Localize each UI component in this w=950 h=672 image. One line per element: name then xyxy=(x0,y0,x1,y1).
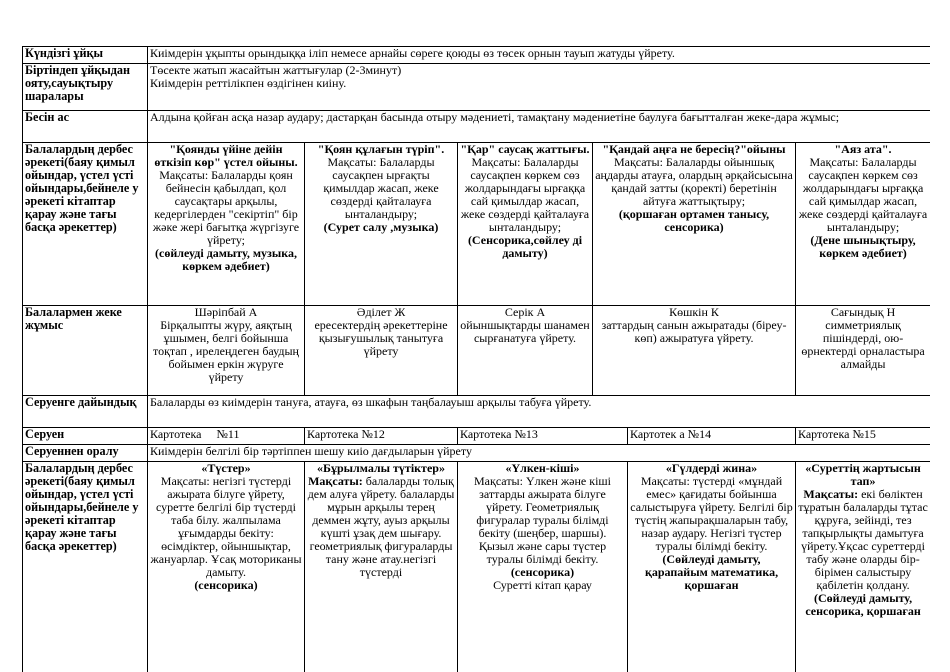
row-independent-activity-1 xyxy=(23,143,931,306)
card-cell: Картотека №12 xyxy=(305,428,458,445)
row-waking xyxy=(23,64,931,111)
activity-area: (Сөйлеуді дамыту, қарапайым математика, қоршаған xyxy=(644,552,779,592)
row-content: Киімдерін белгілі бір тәртіппен шешу киіо дағдыларын үйрету xyxy=(148,445,931,462)
activity-goal: Мақсаты: Балаларды саусақпен ырғақты қимылдар жасап, жеке сөздерді қайталауға ынталандыру; xyxy=(323,155,439,221)
activity-title: «Бұрылмалы түтіктер» xyxy=(317,461,445,475)
activity-title: "Қоян құлағын түріп". xyxy=(317,142,445,156)
schedule-sheet xyxy=(22,46,930,672)
row-content: Балаларды өз киімдерін тануға, атауға, өз шкафын таңбалауыш арқылы табуға үйрету. xyxy=(148,396,931,428)
activity-area: (сенсорика) xyxy=(194,578,258,592)
card-cell: Картотек а №14 xyxy=(628,428,796,445)
goal-lead: Мақсаты: xyxy=(803,487,859,501)
row-walk xyxy=(23,428,931,445)
activity-title: «Түстер» xyxy=(201,461,251,475)
card-cell: Картотека №11 xyxy=(148,428,305,445)
individual-cell xyxy=(148,306,305,396)
activity-area: (сенсорика) xyxy=(510,565,575,579)
activity-cell xyxy=(458,462,628,672)
individual-cell xyxy=(458,306,593,396)
activity-goal: Мақсаты: Балаларды саусақпен көркем сөз жолдарындағы ырғаққа сай қимылдар жасап, жеке сөздерді қайталауға ынталандыру; xyxy=(798,155,928,234)
row-label: Серуенге дайындық xyxy=(23,396,148,428)
activity-goal: екі бөліктен тұратын балаларды тұтас құруға, зейінді, тез тапқырлықты дамытуға үйрету.Ұқсас суреттерді табу және оларды бір-бірімен салыстыру қабілетін қолдану. xyxy=(798,487,928,592)
activity-goal: Мақсаты: Балаларды саусақпен көркем сөз жолдарындағы ырғаққа сай қимылдар жасап, жеке сөздерді қайталауға ынталандыру; xyxy=(460,155,590,234)
activity-title: «Гүлдерді жина» xyxy=(665,461,758,475)
activity-cell xyxy=(628,462,796,672)
row-independent-activity-2 xyxy=(23,462,931,672)
activity-cell xyxy=(305,462,458,672)
activity-goal: Мақсаты: негізгі түстерді ажырата білуге үйрету, суретте белгілі бір түстерді таба білу. жалпылама ұғымдарды бекіту: өсімдіктер, ойыншықтар, жануарлар. Ұсақ моториканы дамыту. xyxy=(150,474,302,579)
activity-cell xyxy=(593,143,796,306)
row-content xyxy=(148,64,931,111)
activity-goal: балаларды толық дем алуға үйрету. балаларды мұрын арқылы терең деммен жұту, ауыз арқылы күшті ұзақ дем шығару. геометриялық фигураларды тану және атау.негізгі түстерді xyxy=(307,474,455,579)
individual-cell xyxy=(796,306,931,396)
individual-task: Бірқалыпты жүру, аяқтың ұшымен, белгі бойынша тоқтап , ирелеңдеген баудың бойымен еркін жүруге үйрету xyxy=(153,318,299,384)
child-name: Шәріпбай А xyxy=(194,305,258,319)
row-label: Бесін ас xyxy=(23,111,148,143)
row-content: Алдына қойған асқа назар аудару; дастарқан басында отыру мәдениеті, тамақтану мәдениетіне баулуға бағытталған жеке-дара жұмыс; xyxy=(148,111,931,143)
row-label: Балалардың дербес әрекеті(баяу қимыл ойындар, үстел үсті ойындары,бейнеле у әрекеті кітаптар қарау және тағы басқа әрекеттер) xyxy=(23,143,148,306)
activity-area: (Сенсорика,сөйлеу ді дамыту) xyxy=(467,233,583,260)
row-label: Серуен xyxy=(23,428,148,445)
daily-schedule-table xyxy=(22,46,930,672)
activity-goal: Мақсаты: Балаларды қоян бейнесін қабылдап, қол саусақтары арқылы, кедергілерден "секіртіп" бір жәке жері бағытқа жүргізуге үйрету; xyxy=(152,168,300,247)
activity-goal: Мақсаты: түстерді «мұндай емес» қағидаты бойынша салыстыруға үйрету. Белгілі бір түстің жапырақшаларын табу, назар аудару. Негізгі түстер туралы білімді бекіту. xyxy=(630,474,793,553)
content-line: Төсекте жатып жасайтын жаттығулар (2-3минут) xyxy=(150,63,402,77)
activity-cell xyxy=(458,143,593,306)
activity-extra: Суретті кітап қарау xyxy=(493,578,592,592)
child-name: Сағындық Н xyxy=(830,305,896,319)
activity-cell xyxy=(148,462,305,672)
activity-title: «Үлкен-кіші» xyxy=(505,461,580,475)
row-label: Балалардың дербес әрекеті(баяу қимыл ойындар, үстел үсті ойындары,бейнеле у әрекеті кітаптар қарау және тағы басқа әрекеттер) xyxy=(23,462,148,672)
activity-title: "Қандай аңға не бересің?"ойыны xyxy=(602,142,786,156)
child-name: Көшкін К xyxy=(669,305,719,319)
activity-goal: Мақсаты: Балаларды ойыншық аңдарды атауға, олардың әрқайсысына қандай затты (қоректі) беретінін айтуға жаттықтыру; xyxy=(595,155,793,208)
activity-cell xyxy=(796,462,931,672)
activity-title: "Аяз ата". xyxy=(834,142,892,156)
activity-area: (қоршаған ортамен танысу, сенсорика) xyxy=(618,207,770,234)
activity-goal: Мақсаты: Үлкен және кіші заттарды ажырата білуге үйрету. Геометриялық фигуралар туралы білімді бекіту (шеңбер, шаршы). Қызыл және сары түстер туралы білімді бекіту. xyxy=(474,474,611,566)
goal-lead: Мақсаты: xyxy=(308,474,363,488)
content-line: Киімдерін реттілікпен өздігінен киіну. xyxy=(150,76,347,90)
card-cell: Картотека №15 xyxy=(796,428,931,445)
individual-cell xyxy=(593,306,796,396)
row-individual-work xyxy=(23,306,931,396)
activity-cell xyxy=(305,143,458,306)
row-daytime-sleep xyxy=(23,47,931,64)
activity-area: (сөйлеуді дамыту, музыка, көркем әдебиет) xyxy=(155,246,297,273)
activity-area: (Сурет салу ,музыка) xyxy=(323,220,439,234)
activity-area: (Сөйлеуді дамыту, сенсорика, қоршаған xyxy=(805,591,921,618)
activity-cell xyxy=(148,143,305,306)
activity-title: "Қоянды үйіне дейін өткізіп көр" үстел ойыны. xyxy=(154,142,298,169)
activity-goal-wrap xyxy=(307,475,455,579)
individual-task: симметриялық пішіндерді, ою-өрнектерді орналастыра алмайды xyxy=(801,318,925,371)
row-label: Күндізгі ұйқы xyxy=(23,47,148,64)
row-return-walk xyxy=(23,445,931,462)
card-cell: Картотека №13 xyxy=(458,428,628,445)
activity-title: «Суреттің жартысын тап» xyxy=(805,461,921,488)
activity-cell xyxy=(796,143,931,306)
row-afternoon-snack xyxy=(23,111,931,143)
individual-cell xyxy=(305,306,458,396)
individual-task: заттардың санын ажыратады (біреу-көп) ажыратуға үйрету. xyxy=(601,318,787,345)
row-label: Біртіндеп ұйқыдан ояту,сауықтыру шаралары xyxy=(23,64,148,111)
activity-title: "Қар" саусақ жаттығы. xyxy=(460,142,590,156)
row-walk-prep xyxy=(23,396,931,428)
child-name: Серік А xyxy=(504,305,546,319)
row-label: Балалармен жеке жұмыс xyxy=(23,306,148,396)
row-content: Киімдерін ұқыпты орындыққа іліп немесе арнайы сөреге қоюды өз төсек орнын тауып жатуды үйрету. xyxy=(148,47,931,64)
activity-area: (Дене шынықтыру, көркем әдебиет) xyxy=(810,233,916,260)
child-name: Әділет Ж xyxy=(356,305,406,319)
row-label: Серуеннен оралу xyxy=(23,445,148,462)
individual-task: ойыншықтарды шанамен сырғанатуға үйрету. xyxy=(460,318,590,345)
individual-task: ересектердің әрекеттеріне қызығушылық танытуға үйрету xyxy=(314,318,448,358)
activity-goal-wrap xyxy=(798,488,928,592)
